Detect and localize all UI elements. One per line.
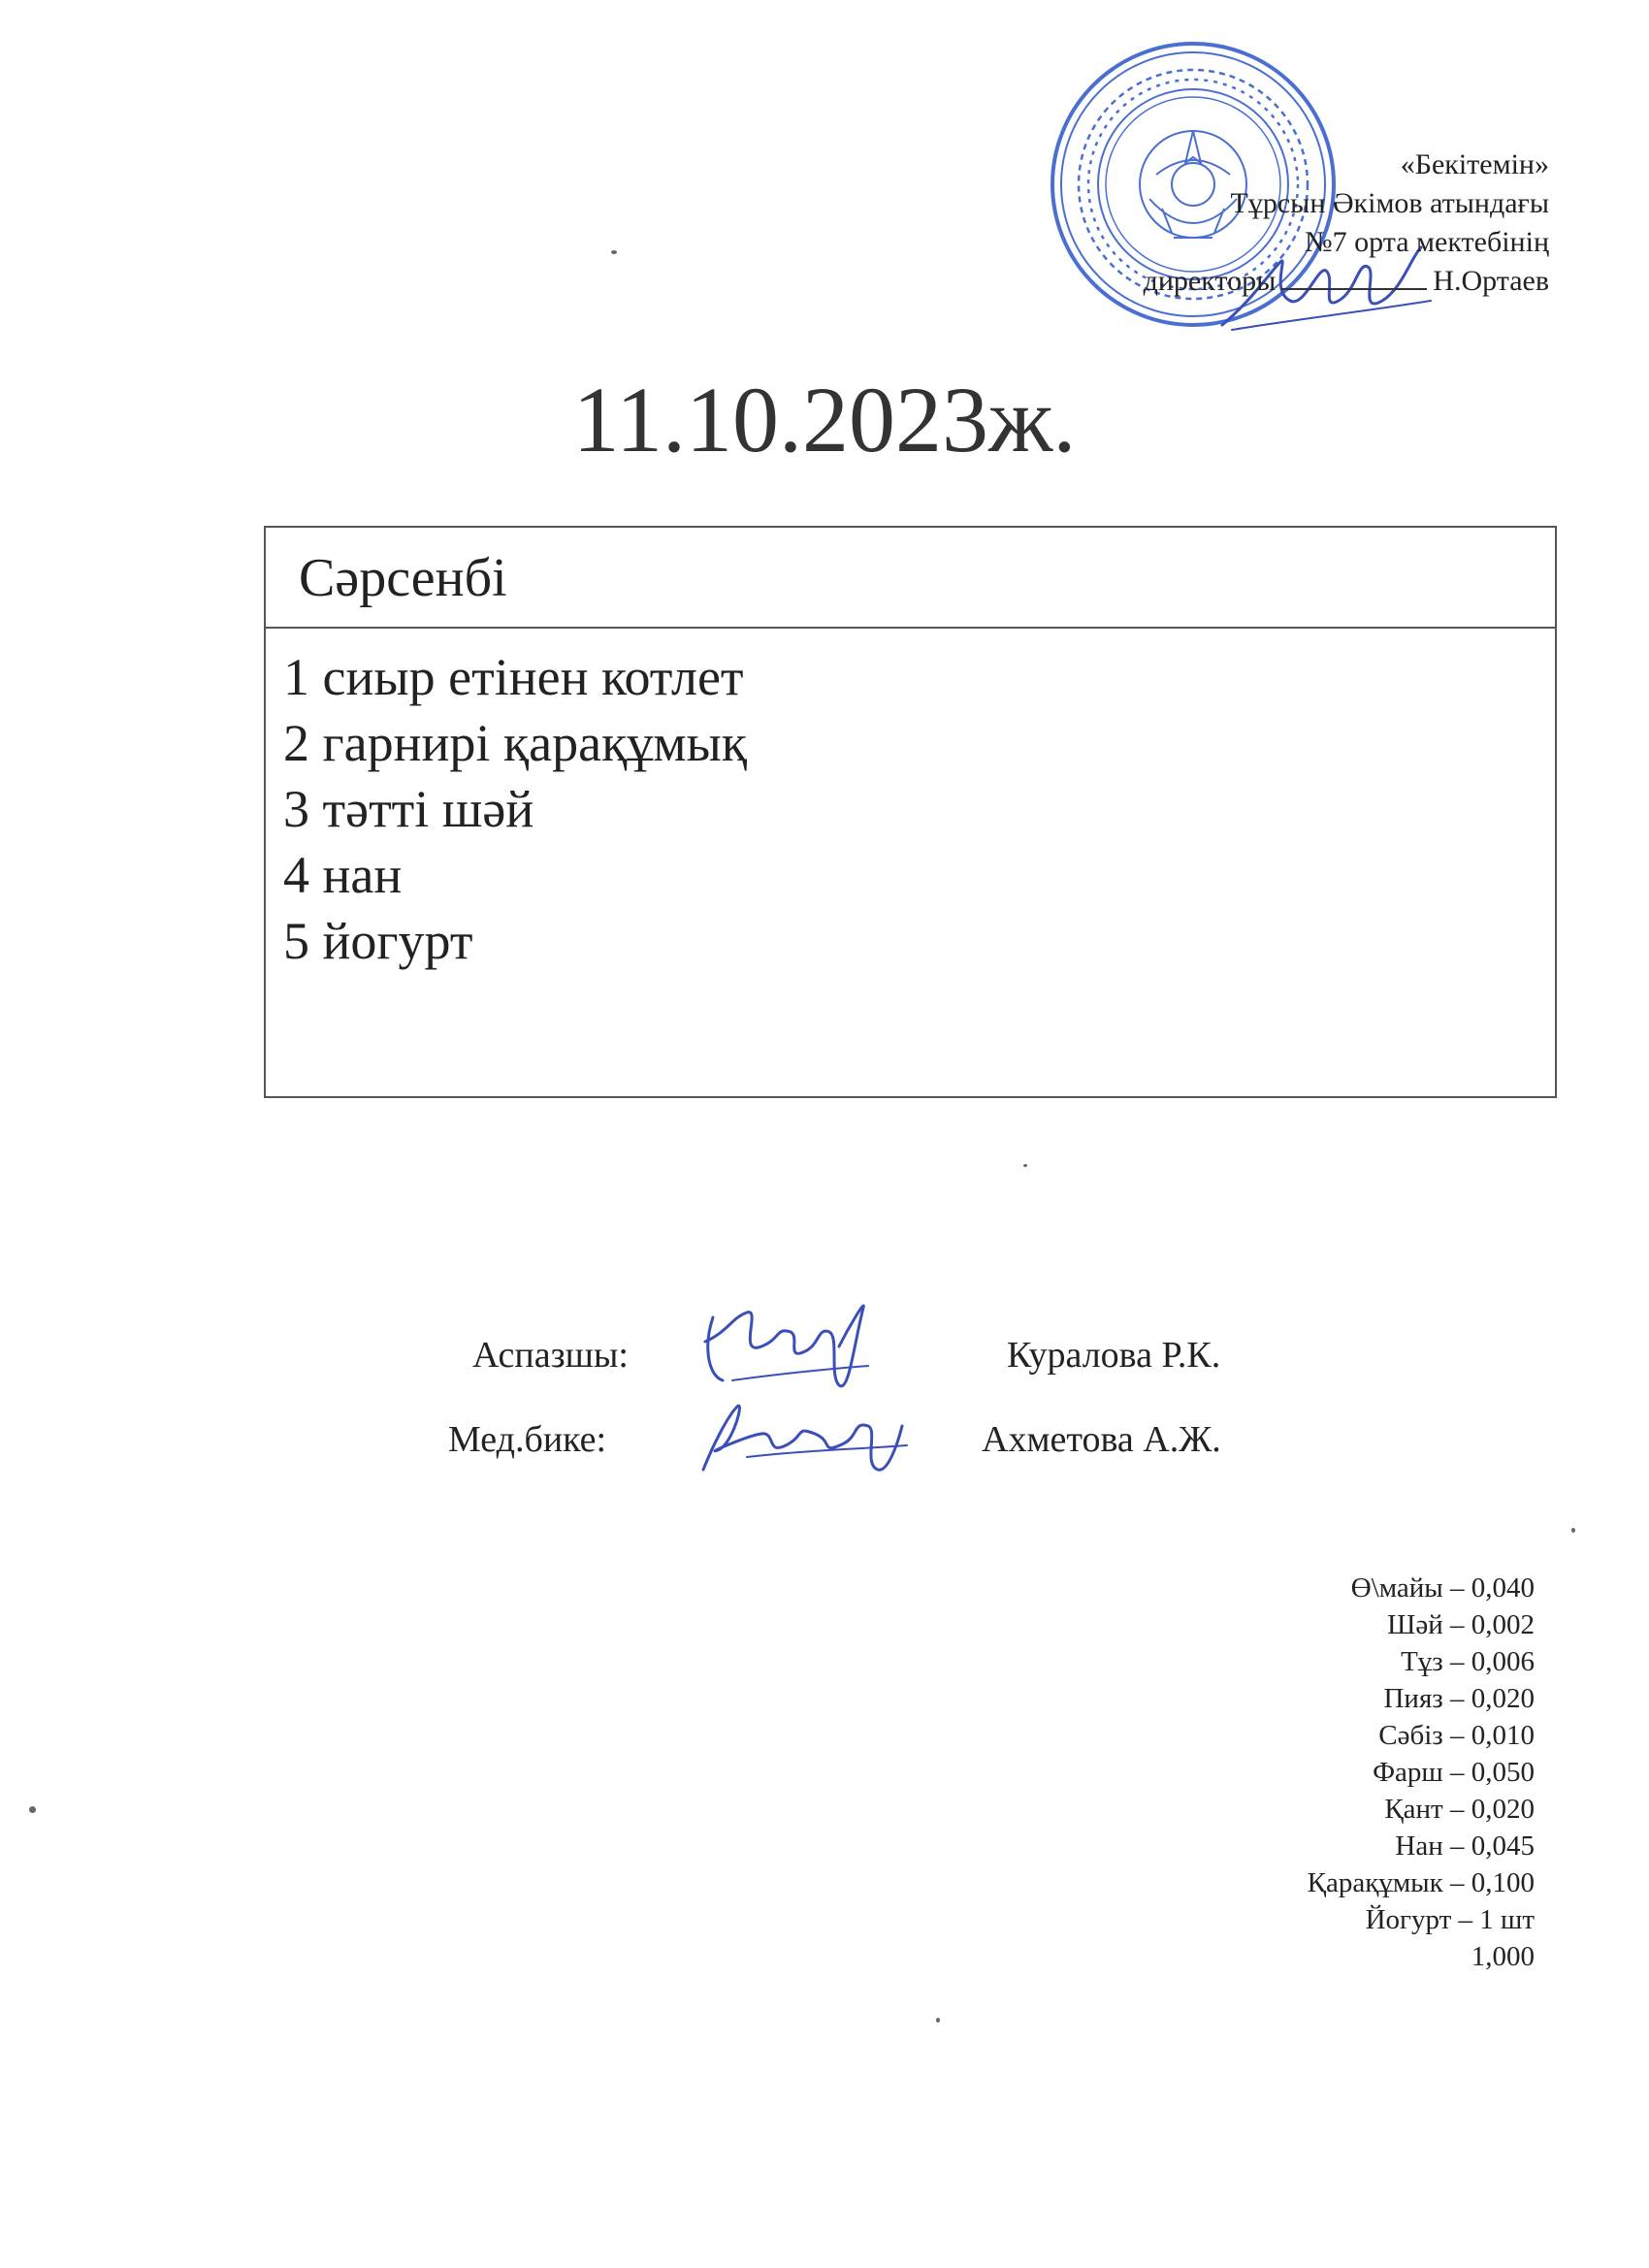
ingredient-item: Сәбіз – 0,010 bbox=[1378, 1720, 1535, 1751]
scan-speck bbox=[29, 1806, 36, 1813]
approval-director-line bbox=[1144, 262, 1549, 301]
cook-signature bbox=[694, 1288, 878, 1400]
ingredient-item: Йогурт – 1 шт bbox=[1365, 1904, 1535, 1935]
ingredient-item: Нан – 0,045 bbox=[1395, 1831, 1535, 1862]
approval-title: «Бекітемін» bbox=[1400, 148, 1549, 180]
scan-speck bbox=[611, 250, 617, 254]
menu-item: 4 нан bbox=[283, 846, 403, 904]
ingredient-item: Пияз – 0,020 bbox=[1383, 1683, 1535, 1714]
menu-item: 3 тәтті шәй bbox=[283, 780, 534, 838]
menu-item: 2 гарнирі қарақұмық bbox=[283, 714, 748, 772]
scan-speck bbox=[1571, 1528, 1575, 1533]
ingredient-item: Шәй – 0,002 bbox=[1387, 1609, 1535, 1640]
director-label: директоры bbox=[1143, 265, 1277, 297]
ingredient-total: 1,000 bbox=[1471, 1941, 1535, 1972]
signature-line bbox=[1281, 267, 1427, 290]
approval-line-2: №7 орта мектебінің bbox=[1305, 226, 1549, 258]
menu-items-list bbox=[266, 629, 1555, 974]
menu-item: 1 сиыр етінен котлет bbox=[283, 648, 744, 706]
page-title-date: 11.10.2023ж. bbox=[572, 368, 1077, 471]
approval-block bbox=[1144, 146, 1549, 301]
scan-speck bbox=[1023, 1164, 1027, 1167]
menu-item: 5 йогурт bbox=[283, 912, 473, 970]
ingredient-item: Фарш – 0,050 bbox=[1373, 1757, 1535, 1788]
nurse-label: Мед.бике: bbox=[448, 1419, 607, 1460]
ingredient-item: Қант – 0,020 bbox=[1384, 1794, 1535, 1825]
ingredient-item: Қарақұмык – 0,100 bbox=[1307, 1867, 1535, 1898]
director-name: Н.Ортаев bbox=[1433, 265, 1549, 297]
ingredient-item: Тұз – 0,006 bbox=[1401, 1646, 1535, 1677]
ingredient-item: Ө\майы – 0,040 bbox=[1350, 1572, 1535, 1604]
approval-line-1: Тұрсын Әкімов атындағы bbox=[1230, 187, 1549, 219]
menu-table bbox=[264, 526, 1557, 1098]
ingredients-list bbox=[1308, 1570, 1535, 1975]
cook-name: Куралова Р.К. bbox=[1007, 1335, 1221, 1376]
cook-label: Аспазшы: bbox=[472, 1335, 629, 1376]
nurse-name: Ахметова А.Ж. bbox=[982, 1419, 1221, 1460]
scan-speck bbox=[936, 2018, 940, 2023]
nurse-signature bbox=[703, 1406, 902, 1470]
menu-day-header: Сәрсенбі bbox=[266, 528, 1555, 629]
